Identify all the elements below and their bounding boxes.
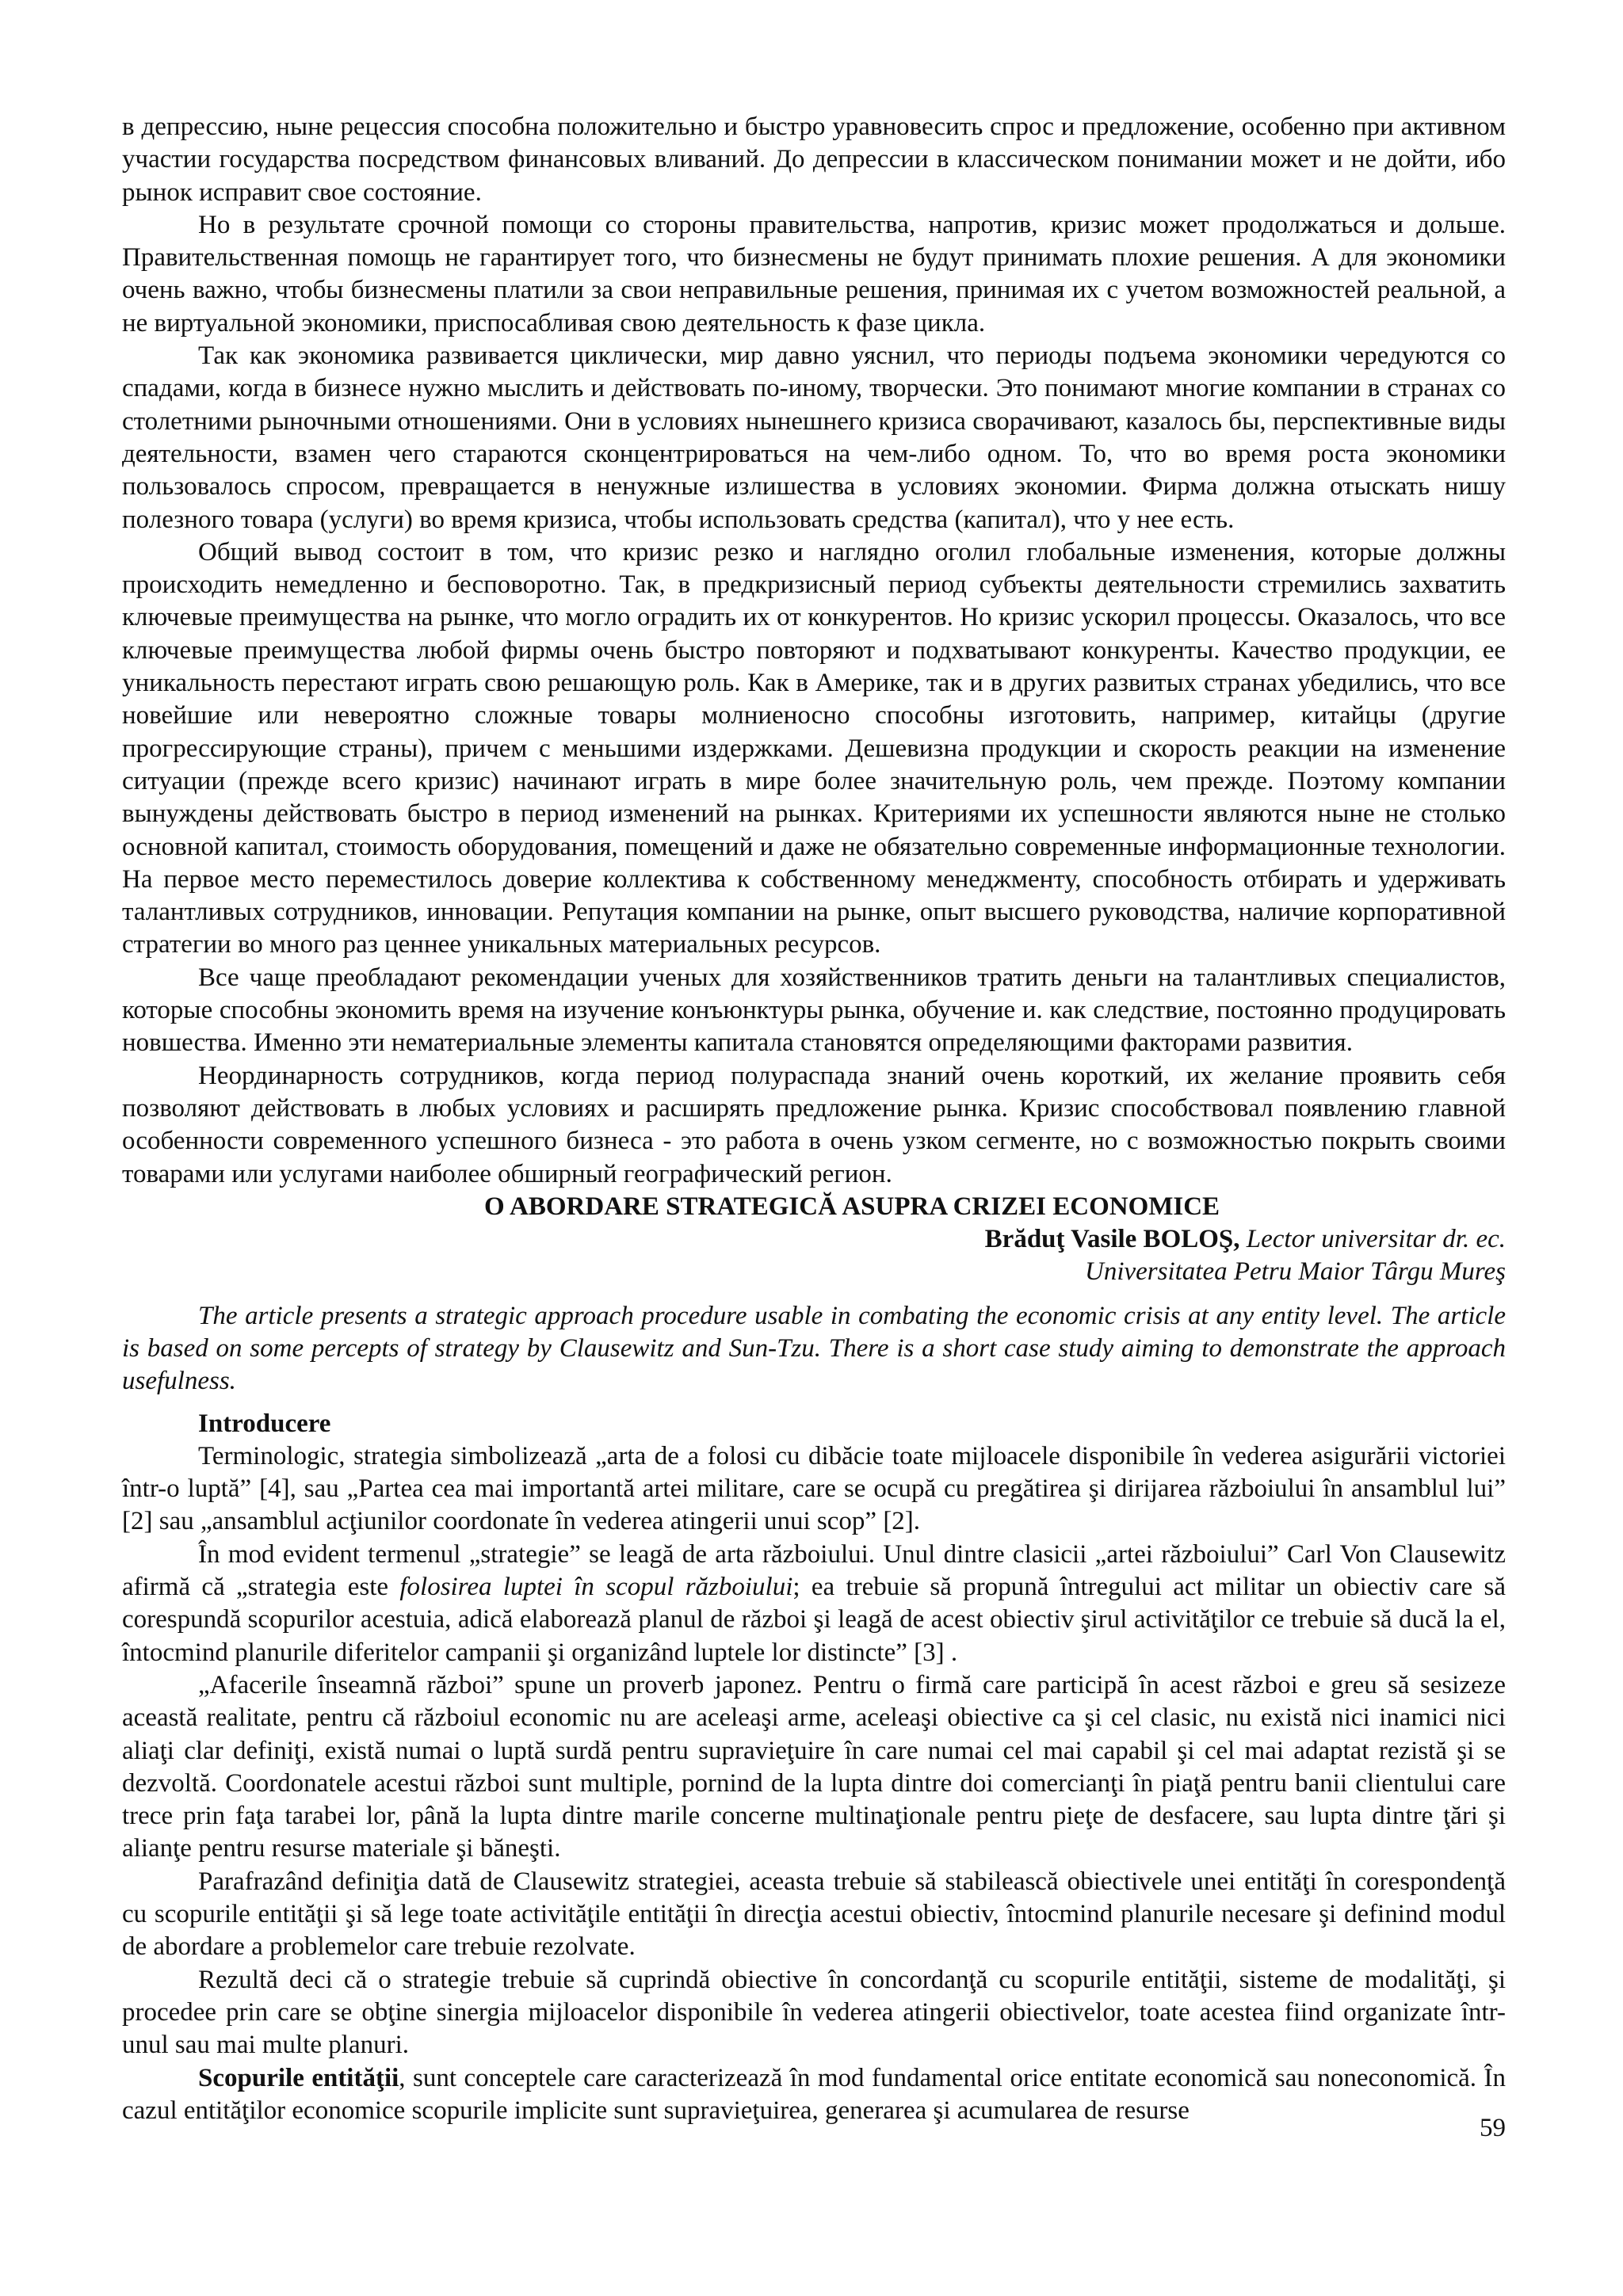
abstract: The article presents a strategic approach procedure usable in combating the economic crisis at any entity level. The article is based on some percepts of strategy by Clausewitz and Sun-Tzu. There is a short case study aiming to demonstrate the approach usefulness. <box>122 1301 1506 1396</box>
author-name: Brăduţ Vasile BOLOŞ, <box>984 1225 1240 1254</box>
paragraph-ro-4: Parafrazând definiţia dată de Clausewitz strategiei, aceasta trebuie să stabilească obiectivele unei entităţi în corespondenţă cu scopurile entităţii şi să lege toate activităţile entităţii în direcţia acestui obiectiv, întocmind planurile necesare şi definind modul de abordare a problemelor care trebuie rezolvate. <box>122 1867 1506 1962</box>
paragraph-ru-3: Общий вывод состоит в том, что кризис резко и наглядно оголил глобальные изменения, которые должны происходить немедленно и бесповоротно. Так, в предкризисный период субъекты деятельности стремились захватить ключевые преимущества на рынке, что могло оградить их от конкурентов. Но кризис ускорил процессы. Оказалось, что все ключевые преимущества любой фирмы очень быстро повторяют и подхватывают конкуренты. Качество продукции, ее уникальность перестают играть свою решающую роль. Как в Америке, так и в других развитых странах убедились, что все новейшие или невероятно сложные товары молниеносно способны изготовить, например, китайцы (другие прогрессирующие страны), причем с меньшими издержками. Дешевизна продукции и скорость реакции на изменение ситуации (прежде всего кризис) начинают играть в мире более значительную роль, чем прежде. Поэтому компании вынуждены действовать быстро в период изменений на рынках. Критериями их успешности являются ныне не столько основной капитал, стоимость оборудования, помещений и даже не обязательно современные информационные технологии. На первое место переместилось доверие коллектива к собственному менеджменту, способность отбирать и удерживать талантливых сотрудников, инновации. Репутация компании на рынке, опыт высшего руководства, наличие корпоративной стратегии во много раз ценнее уникальных материальных ресурсов. <box>122 537 1506 959</box>
paragraph-ru-4: Все чаще преобладают рекомендации ученых для хозяйственников тратить деньги на талантливых специалистов, которые способны экономить время на изучение конъюнктуры рынка, обучение и. как следствие, постоянно продуцировать новшества. Именно эти нематериальные элементы капитала становятся определяющими факторами развития. <box>122 963 1506 1058</box>
paragraph-ro-6-term: Scopurile entităţii <box>198 2063 399 2092</box>
author-line <box>122 1223 1506 1256</box>
page-number: 59 <box>1480 2114 1506 2142</box>
paragraph-ro-1: Terminologic, strategia simbolizează „arta de a folosi cu dibăcie toate mijloacele disponibile în vederea asigurării victoriei într-o luptă” [4], sau „Partea cea mai importantă artei militare, care se ocupă cu pregătirea şi dirijarea războiului în ansamblul lui” [2] sau „ansamblul acţiunilor coordonate în vederea atingerii unui scop” [2]. <box>122 1441 1506 1536</box>
paragraph-ro-2-part-a: În mod evident termenul „strategie” se leagă de arta războiului. Unul dintre clasicii „artei războiului” Carl Von Clausewitz afirmă că „strategia este <box>122 1539 1506 1602</box>
paragraph-ro-2 <box>122 1539 1506 1669</box>
paragraph-ro-6-text: , sunt conceptele care caracterizează în mod fundamental orice entitate economică sau noneconomică. În cazul entităţilor economice scopurile implicite sunt supravieţuirea, generarea şi acumularea de resurse <box>122 2063 1507 2125</box>
section-heading-introducere: Introducere <box>198 1409 331 1438</box>
author-affiliation: Universitatea Petru Maior Târgu Mureş <box>1084 1257 1506 1287</box>
paragraph-ro-5: Rezultă deci că o strategie trebuie să cuprindă obiective în concordanţă cu scopurile entităţii, sisteme de modalităţi, şi procedee prin care se obţine sinergia mijloacelor disponibile în vederea atingerii obiectivelor, toate acestea fiind organizate într-unul sau mai multe planuri. <box>122 1965 1506 2060</box>
paragraph-ru-5: Неординарность сотрудников, когда период полураспада знаний очень короткий, их желание проявить себя позволяют действовать в любых условиях и расширять предложение рынка. Кризис способствовал появлению главной особенности современного успешного бизнеса - это работа в очень узком сегменте, но с возможностью покрыть своими товарами или услугами наиболее обширный географический регион. <box>122 1061 1506 1188</box>
paragraph-ru-2: Так как экономика развивается циклически, мир давно уяснил, что периоды подъема экономики чередуются со спадами, когда в бизнесе нужно мыслить и действовать по-иному, творчески. Это понимают многие компании в странах со столетними рыночными отношениями. Они в условиях нынешнего кризиса сворачивают, казалось бы, перспективные виды деятельности, взамен чего стараются сконцентрироваться на чем-либо одном. То, что во время роста экономики пользовалось спросом, превращается в ненужные излишества в условиях экономии. Фирма должна отыскать нишу полезного товара (услуги) во время кризиса, чтобы использовать средства (капитал), что у нее есть. <box>122 341 1506 534</box>
author-role: Lector universitar dr. ec. <box>1246 1225 1506 1254</box>
paragraph-ro-2-part-c: ; ea trebuie să propună întregului act militar un obiectiv care să corespundă scopurilor acestuia, adică elaborează planul de război şi leagă de acest obiectiv şirul activităţilor ce trebuie să ducă la el, întocmind planurile diferitelor campanii şi organizând luptele lor distincte” [3] . <box>122 1573 1506 1667</box>
paragraph-ru-0: в депрессию, ныне рецессия способна положительно и быстро уравновесить спрос и предложение, особенно при активном участии государства посредством финансовых вливаний. До депрессии в классическом понимании может и не дойти, ибо рынок исправит свое состояние. <box>122 113 1506 207</box>
paragraph-ro-3: „Afacerile înseamnă război” spune un proverb japonez. Pentru o firmă care participă în acest război e greu să sesizeze această realitate, pentru că războiul economic nu are aceleaşi arme, aceleaşi obiective ca şi cel clasic, nu există nici inamici nici aliaţi clar definiţi, există numai o luptă surdă pentru supravieţuire în care numai cel mai capabil şi cel mai adaptat rezistă şi se dezvoltă. Coordonatele acestui război sunt multiple, pornind de la lupta dintre doi comercianţi în piaţă pentru banii clientului care trece prin faţa tarabei lor, până la lupta dintre marile concerne multinaţionale pentru pieţe de desfacere, sau lupta dintre ţări şi alianţe pentru resurse materiale şi băneşti. <box>122 1670 1506 1863</box>
article-title: O ABORDARE STRATEGICĂ ASUPRA CRIZEI ECONOMICE <box>483 1192 1220 1221</box>
document-page <box>122 111 1506 2127</box>
paragraph-ru-1: Но в результате срочной помощи со стороны правительства, напротив, кризис может продолжаться и дольше. Правительственная помощь не гарантирует того, что бизнесмены не будут принимать плохие решения. А для экономики очень важно, чтобы бизнесмены платили за свои неправильные решения, принимая их с учетом возможностей реальной, а не виртуальной экономики, приспосабливая свою деятельность к фазе цикла. <box>122 210 1506 338</box>
paragraph-ro-2-emphasis: folosirea luptei în scopul războiului <box>399 1573 793 1602</box>
paragraph-ro-6 <box>122 2062 1506 2128</box>
